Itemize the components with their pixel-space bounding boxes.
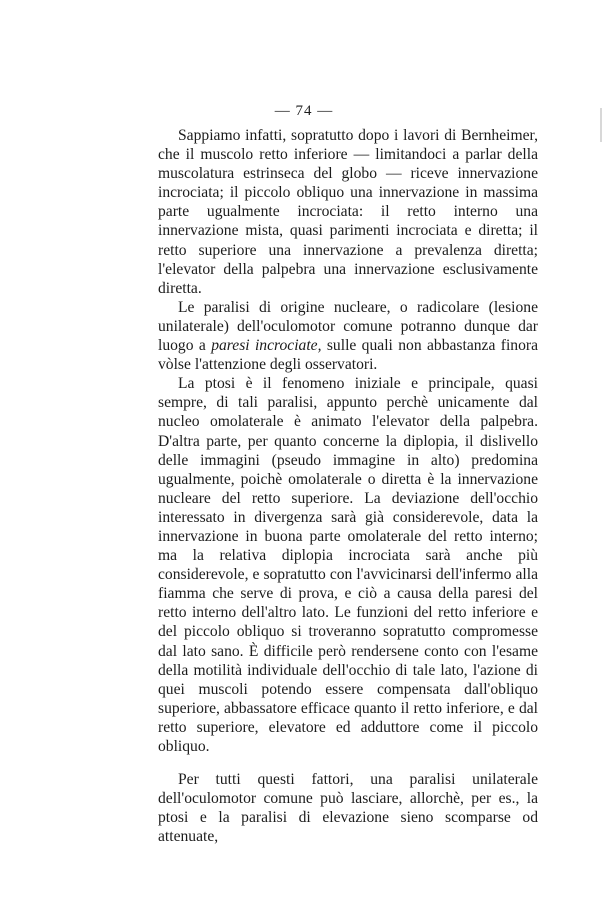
emphasis-paresi-incrociate: paresi incrociate,: [211, 337, 322, 355]
paragraph-2-after: sulle quali non abbastanza finora vòlse l'attenzione degli osservatori.: [158, 337, 538, 374]
paragraph-4: Per tutti questi fattori, una paralisi unilaterale dell'oculomotor comune può lasciare, allorchè, per es., la ptosi e la paralisi di elevazione sieno scomparse od attenuate,: [158, 771, 538, 846]
paragraph-3: La ptosi è il fenomeno iniziale e principale, quasi sempre, di tali paralisi, appunto perchè unicamente dal nucleo omolaterale è animato l'elevator della palpebra. D'altra parte, per quanto concerne la diplopia, il dislivello delle immagini (pseudo immagine in alto) predomina ugualmente, poichè omolaterale o diretta è la innervazione nucleare del retto superiore. La deviazione dell'occhio interessato in divergenza sarà già considerevole, data la innervazione in buona parte omolaterale del retto interno; ma la relativa diplopia incrociata sarà anche più considerevole, e sopratutto con l'avvicinarsi dell'infermo alla fiamma che serve di prova, e ciò a causa della paresi del retto interno dell'altro lato. Le funzioni del retto inferiore e del piccolo obliquo si troveranno sopratutto compromesse dal lato sano. È difficile però rendersene conto con l'esame della motilità individuale dell'occhio di tale lato, l'azione di quei muscoli potendo essere compensata dall'obliquo superiore, abbassatore efficace quanto il retto inferiore, e dal retto superiore, elevatore ed adduttore come il piccolo obliquo.: [158, 375, 538, 755]
page-number: — 74 —: [274, 103, 334, 119]
paragraph-2-before: Le paralisi di origine nucleare, o radicolare (lesione unilaterale) dell'oculomotor comune potranno dunque dar luogo a: [158, 298, 538, 355]
paragraph-1: Sappiamo infatti, sopratutto dopo i lavori di Bernheimer, che il muscolo retto inferiore — limitandoci a parlar della muscolatura estrinseca del globo — riceve innervazione incrociata; il piccolo obliquo una innervazione in massima parte ugualmente incrociata: il retto interno una innervazione mista, quasi parimenti incrociata e diretta; il retto superiore una innervazione a prevalenza diretta; l'elevator della palpebra una innervazione esclusivamente diretta.: [158, 127, 538, 297]
scan-edge-mark: [600, 108, 602, 142]
body-text: [158, 126, 538, 846]
paragraph-2: [158, 298, 538, 374]
